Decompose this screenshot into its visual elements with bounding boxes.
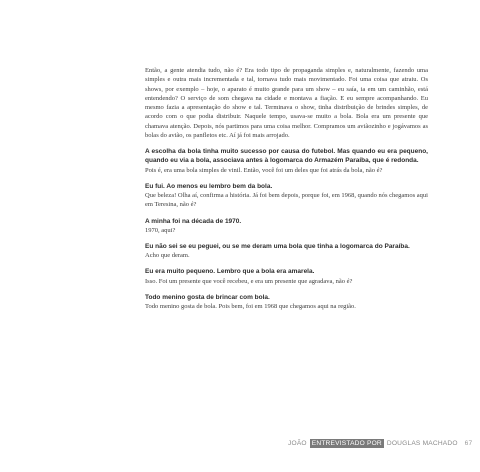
running-footer [288,438,472,448]
question-paragraph: A minha foi na década de 1970. [145,217,242,225]
page-number: 67 [464,439,473,447]
footer-interviewer: DOUGLAS MACHADO [386,439,458,447]
answer-paragraph: 1970, aqui? [145,226,176,234]
answer-paragraph: Todo menino gosta de bola. Pois bem, foi em 1968 que chegamos aqui na região. [145,303,356,311]
answer-paragraph: Que beleza! Olha aí, confirma a história. Já foi bem depois, porque foi, em 1968, quando nós chegamos aqui em Teresina, não é? [145,192,428,209]
question-paragraph: Eu não sei se eu peguei, ou se me deram uma bola que tinha a logomarca do Paraíba. [145,242,410,250]
question-paragraph: Eu era muito pequeno. Lembro que a bola era amarela. [145,268,315,276]
footer-tag: ENTREVISTADO POR [311,439,382,447]
answer-paragraph: Acho que deram. [145,252,190,260]
interview-text [145,66,428,311]
question-paragraph: Eu fui. Ao menos eu lembro bem da bola. [145,182,273,190]
answer-paragraph: Então, a gente atendia tudo, não é? Era todo tipo de propaganda simples e, naturalmente, fazendo uma simples e outra mais incrementada e tal, tornava tudo mais movimentado. Foi uma coisa que atraiu. Os shows, por exemplo – hoje, o aparato é muito grande para um show – eu saía, ia em um caminhão, está entendendo? O serviço de som chegava na cidade e montava a fiação. E eu sempre acompanhando. Eu mesmo fazia a apresentação do show e tal. Terminava o show, tinha distribuição de brindes simples, de acordo com o que podia distribuir. Naquele tempo, usava-se muito a bola. Bola era um presente que chamava atenção. Depois, nós partimos para uma coisa melhor. Compramos um aviãozinho e jogávamos as bolas do avião, os panfletos etc. Aí já foi mais arrojado. [145,67,428,140]
footer-interviewee: JOÃO [288,439,307,447]
question-paragraph: A escolha da bola tinha muito sucesso por causa do futebol. Mas quando eu era pequeno, quando eu via a bola, associava antes à logomarca do Armazém Paraíba, que é redonda. [145,148,428,165]
question-paragraph: Todo menino gosta de brincar com bola. [145,293,270,301]
answer-paragraph: Isso. Foi um presente que você recebeu, e era um presente que agradava, não é? [145,277,353,285]
answer-paragraph: Pois é, era uma bola simples de vinil. Então, você foi um deles que foi atrás da bola, não é? [145,166,383,174]
